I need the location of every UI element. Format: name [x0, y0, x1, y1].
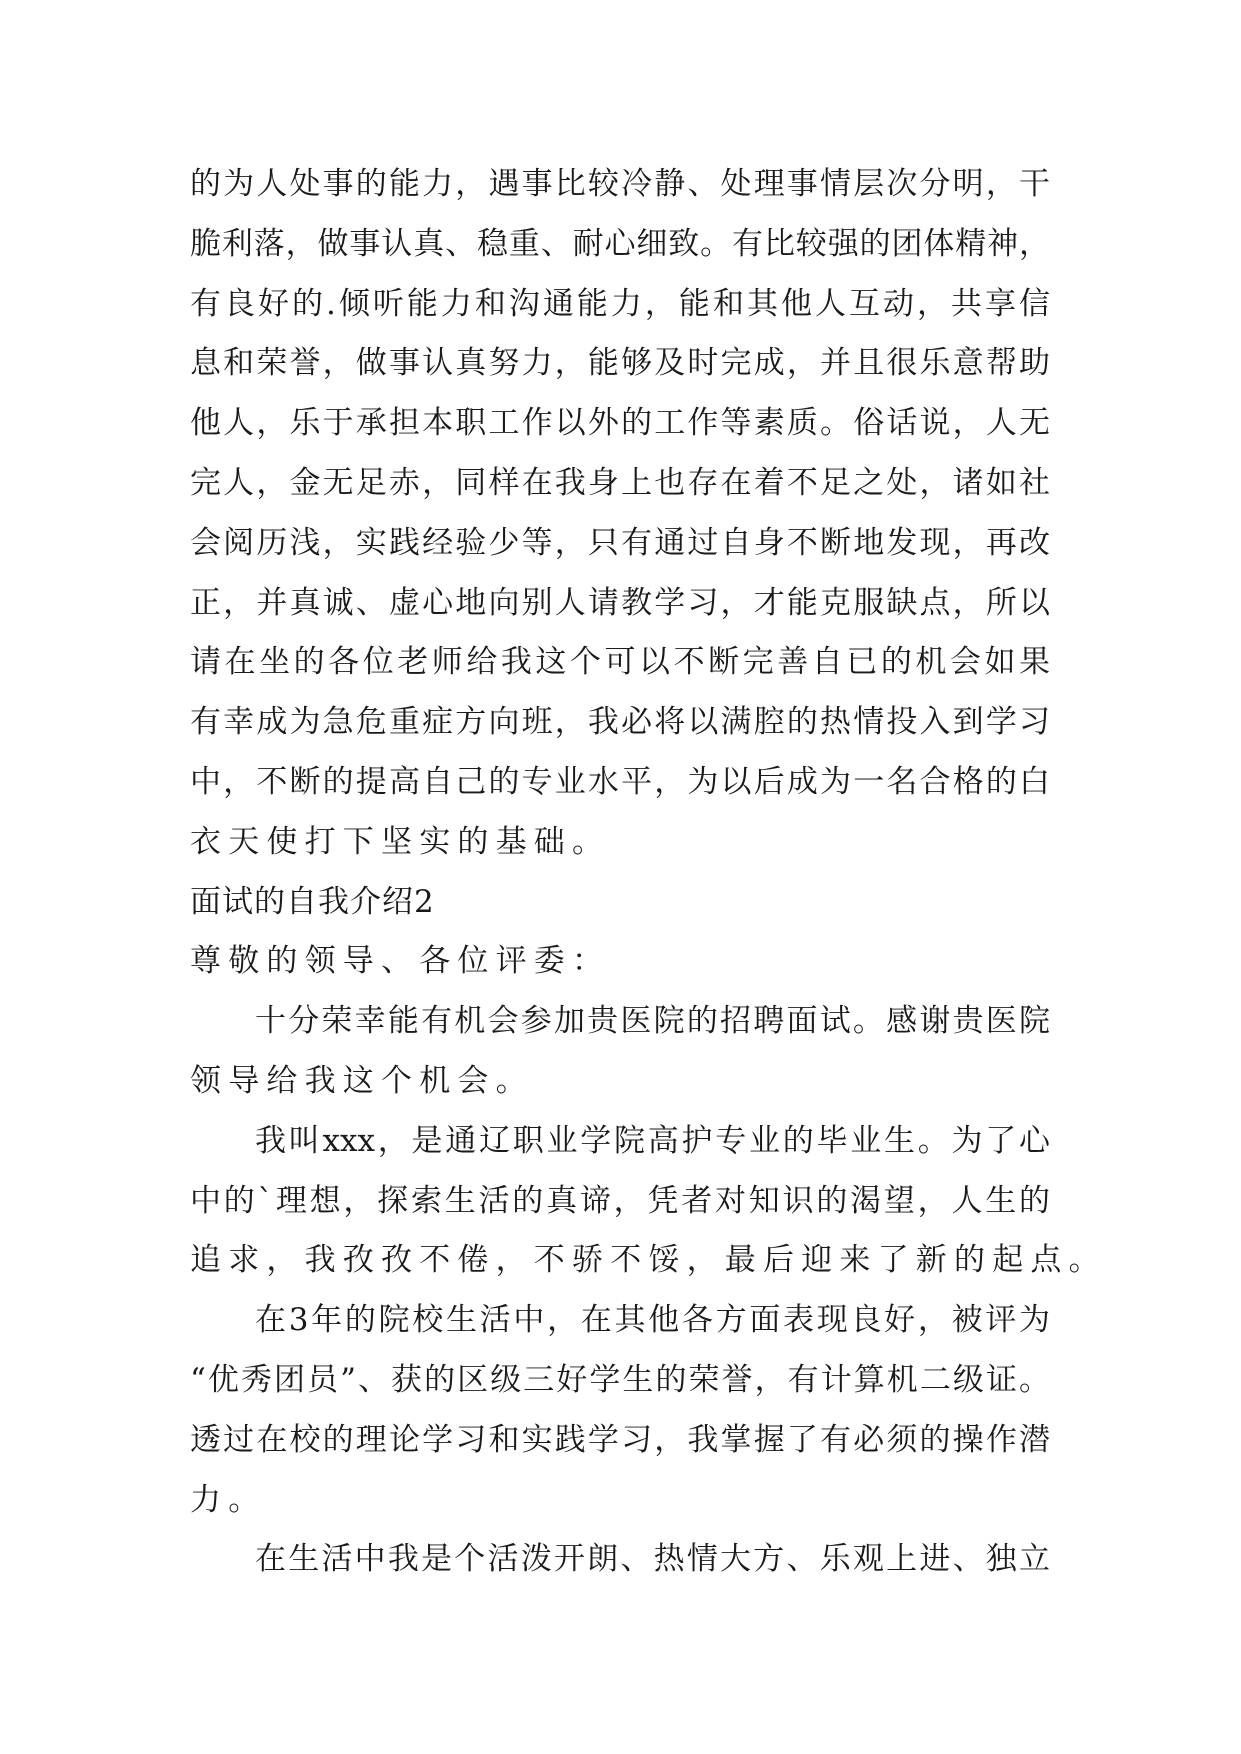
paragraph-line: 领导给我这个机会。 — [190, 1062, 534, 1099]
paragraph-line: 中的`理想，探索生活的真谛，凭者对知识的渴望，人生的 — [190, 1182, 1050, 1219]
paragraph-line: 追求，我孜孜不倦，不骄不馁，最后迎来了新的起点。 — [190, 1242, 1107, 1279]
paragraph-line: “优秀团员”、获的区级三好学生的荣誉，有计算机二级证。 — [190, 1361, 1050, 1398]
paragraph-line: 中，不断的提高自己的专业水平，为以后成为一名合格的白 — [190, 763, 1050, 800]
salutation: 尊敬的领导、各位评委： — [190, 943, 611, 980]
paragraph-line: 有良好的.倾听能力和沟通能力，能和其他人互动，共享信 — [190, 285, 1050, 322]
paragraph-line: 完人，金无足赤，同样在我身上也存在着不足之处，诸如社 — [190, 464, 1050, 501]
document-body — [190, 155, 1107, 1590]
paragraph-line: 会阅历浅，实践经验少等，只有通过自身不断地发现，再改 — [190, 524, 1050, 561]
paragraph-line: 我叫xxx，是通辽职业学院高护专业的毕业生。为了心 — [255, 1122, 1050, 1159]
paragraph-line: 在3年的院校生活中，在其他各方面表现良好，被评为 — [255, 1302, 1050, 1339]
paragraph-line: 有幸成为急危重症方向班，我必将以满腔的热情投入到学习 — [190, 704, 1050, 741]
paragraph-line: 力。 — [190, 1481, 267, 1518]
paragraph-line: 在生活中我是个活泼开朗、热情大方、乐观上进、独立 — [255, 1541, 1050, 1578]
paragraph-line: 十分荣幸能有机会参加贵医院的招聘面试。感谢贵医院 — [255, 1003, 1050, 1040]
paragraph-line: 息和荣誉，做事认真努力，能够及时完成，并且很乐意帮助 — [190, 345, 1050, 382]
paragraph-line: 透过在校的理论学习和实践学习，我掌握了有必须的操作潜 — [190, 1421, 1050, 1458]
paragraph-line: 正，并真诚、虚心地向别人请教学习，才能克服缺点，所以 — [190, 584, 1050, 621]
paragraph-line: 衣天使打下坚实的基础。 — [190, 823, 611, 860]
paragraph-line: 他人，乐于承担本职工作以外的工作等素质。俗话说，人无 — [190, 405, 1050, 442]
paragraph-line: 的为人处事的能力，遇事比较冷静、处理事情层次分明，干 — [190, 166, 1050, 202]
paragraph-line: 脆利落，做事认真、稳重、耐心细致。有比较强的团体精神， — [190, 225, 1050, 262]
paragraph-line: 请在坐的各位老师给我这个可以不断完善自已的机会如果 — [190, 644, 1050, 681]
section-heading: 面试的自我介绍2 — [190, 883, 435, 920]
